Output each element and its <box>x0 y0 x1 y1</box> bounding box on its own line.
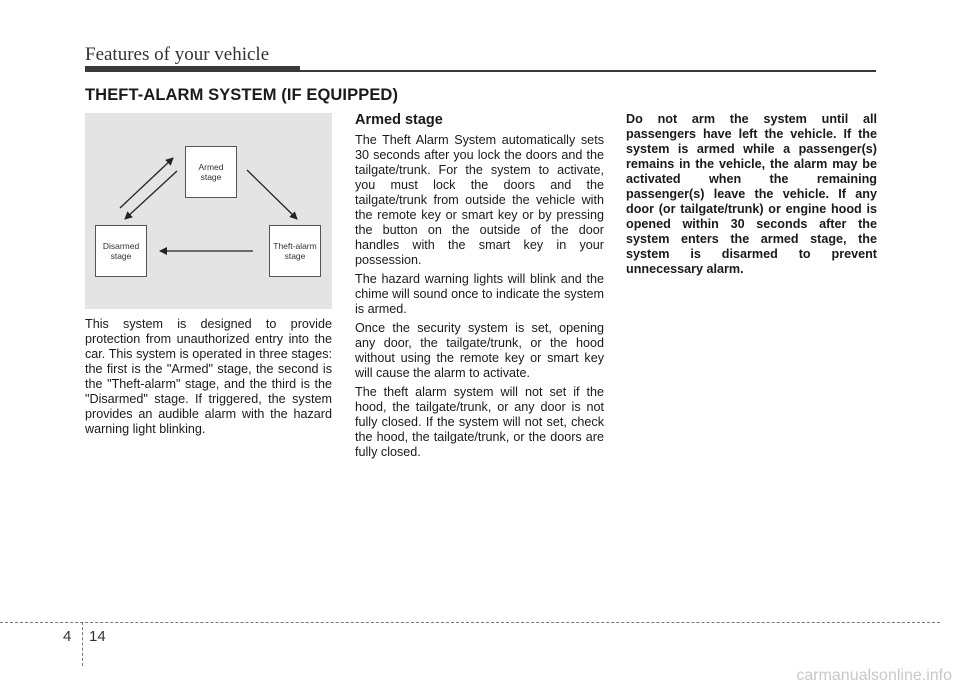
armed-paragraph-4: The theft alarm system will not set if the hood, the tailgate/trunk, or any door is not fully closed. If the system will not set, check the hood, the tailgate/trunk, or the doors are fully closed. <box>355 385 604 459</box>
caution-text <box>626 112 877 281</box>
intro-paragraph: This system is designed to provide protection from unauthorized entry into the car. This system is operated in three stages: the first is the "Armed" stage, the second is the "Theft-alarm" stage, and the third is the "Disarmed" stage. If triggered, the system provides an audible alarm with the hazard warning light blinking. <box>85 317 332 436</box>
disarmed-stage-label: Disarmed stage <box>102 241 140 261</box>
armed-stage-label: Armed stage <box>198 162 224 182</box>
watermark: carmanualsonline.info <box>796 667 952 684</box>
caution-paragraph: Do not arm the system until all passengers have left the vehicle. If the system is armed while a passenger(s) remains in the vehicle, the alarm may be activated when the remaining passenger(s) leave the vehicle. If any door (or tailgate/trunk) or engine hood is opened within 30 seconds after the system enters the armed stage, the system is disarmed to prevent unnecessary alarm. <box>626 112 877 276</box>
footer-rule <box>0 622 940 623</box>
armed-stage-heading: Armed stage <box>355 112 443 128</box>
chapter-number: 4 <box>63 628 72 645</box>
armed-paragraph-3: Once the security system is set, opening any door, the tailgate/trunk, or the hood without using the remote key or smart key will cause the alarm to activate. <box>355 321 604 380</box>
page-header-title: Features of your vehicle <box>85 44 270 65</box>
intro-text <box>85 317 332 441</box>
header-rule-thin <box>300 70 876 72</box>
armed-stage-text <box>355 133 604 464</box>
armed-paragraph-1: The Theft Alarm System automatically sets 30 seconds after you lock the doors and the tailgate/trunk. For the system to activate, you must lock the doors and the tailgate/trunk from outside the vehicle with the remote key or smart key or by pressing the button on the outside of the door handles with the smart key in your possession. <box>355 133 604 267</box>
header-rule-thick <box>85 66 300 72</box>
arrow-armed-to-theft <box>247 170 297 219</box>
armed-stage-box <box>185 146 237 198</box>
armed-paragraph-2: The hazard warning lights will blink and the chime will sound once to indicate the system is armed. <box>355 272 604 316</box>
footer-divider <box>82 622 83 666</box>
theft-alarm-stage-label: Theft-alarm stage <box>273 241 317 261</box>
disarmed-stage-box <box>95 225 147 277</box>
arrow-disarmed-to-armed <box>120 158 173 208</box>
section-title: THEFT-ALARM SYSTEM (IF EQUIPPED) <box>85 86 399 104</box>
theft-alarm-stage-box <box>269 225 321 277</box>
alarm-stage-diagram <box>85 113 332 309</box>
diagram-arrows <box>85 113 332 309</box>
page-number: 14 <box>89 628 106 645</box>
